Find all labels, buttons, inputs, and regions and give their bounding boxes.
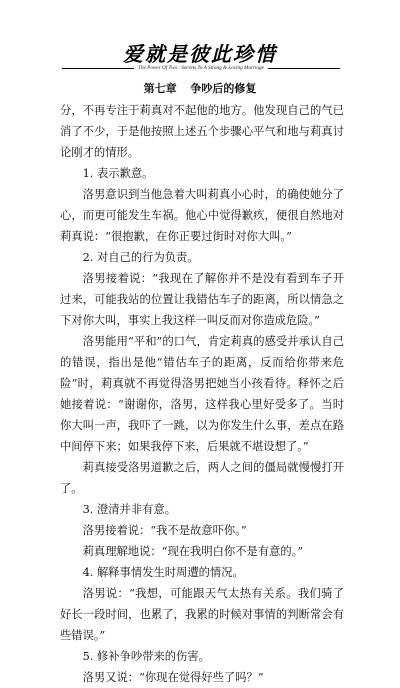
chapter-heading: 第七章 争吵后的修复 [143,82,257,95]
step-heading: 3. 澄清并非有意。 [82,503,177,516]
paragraph: 莉真理解地说：“现在我明白你不是有意的。” [82,545,304,558]
paragraph: 莉真接受洛男道歉之后，两人之间的僵局就慢慢打开了。 [60,461,344,495]
paragraph: 洛男又说：“你现在觉得好些了吗？” [82,671,264,684]
step-heading: 4. 解释事情发生时周遭的情况。 [82,566,244,579]
paragraph: 洛男接着说：“我不是故意吓你。” [82,524,247,537]
paragraph: 洛男能用“平和”的口气，肯定莉真的感受并承认自己的错误，指出是他“错估车子的距离，反而给你带来危险”时，莉真就不再觉得洛男把她当小孩看待。释怀之后她接着说：“谢谢你，洛男，这样我心里好受多了。当时你大叫一声，我吓了一跳，以为你发生什么事，差点在路中间停下来；如果我停下来，后果就不堪设想了。” [60,335,344,453]
paragraph: 分，不再专注于莉真对不起他的地方。他发现自己的气已消了不少，于是他按照上述五个步骤心平气和地与莉真讨论刚才的情形。 [60,104,344,159]
paragraph: 洛男接着说：“我现在了解你并不是没有看到车子开过来，可能我站的位置让我错估车子的距离，所以情急之下对你大叫，事实上我这样一叫反而对你造成危险。” [60,272,344,327]
step-heading: 2. 对自己的行为负责。 [82,251,199,264]
subtitle-rule [62,64,340,72]
body-text [60,100,344,688]
paragraph: 洛男说：“我想，可能跟天气太热有关系。我们骑了好长一段时间，也累了，我累的时候对事情的判断常会有些错误。” [60,587,344,642]
rule-line-right [268,68,340,69]
book-subtitle: The Power Of Two : Secrets To A Strong & Loving Marriage [138,65,264,71]
step-heading: 1. 表示歉意。 [82,167,154,180]
paragraph: 洛男意识到当他急着大叫莉真小心时，的确使她分了心，而更可能发生车祸。他心中觉得歉疚，便很自然地对莉真说：“很抱歉，在你正要过街时对你大叫。” [60,188,344,243]
rule-line-left [62,68,134,69]
step-heading: 5. 修补争吵带来的伤害。 [82,650,210,663]
book-title: 爱就是彼此珍惜 [123,42,277,66]
